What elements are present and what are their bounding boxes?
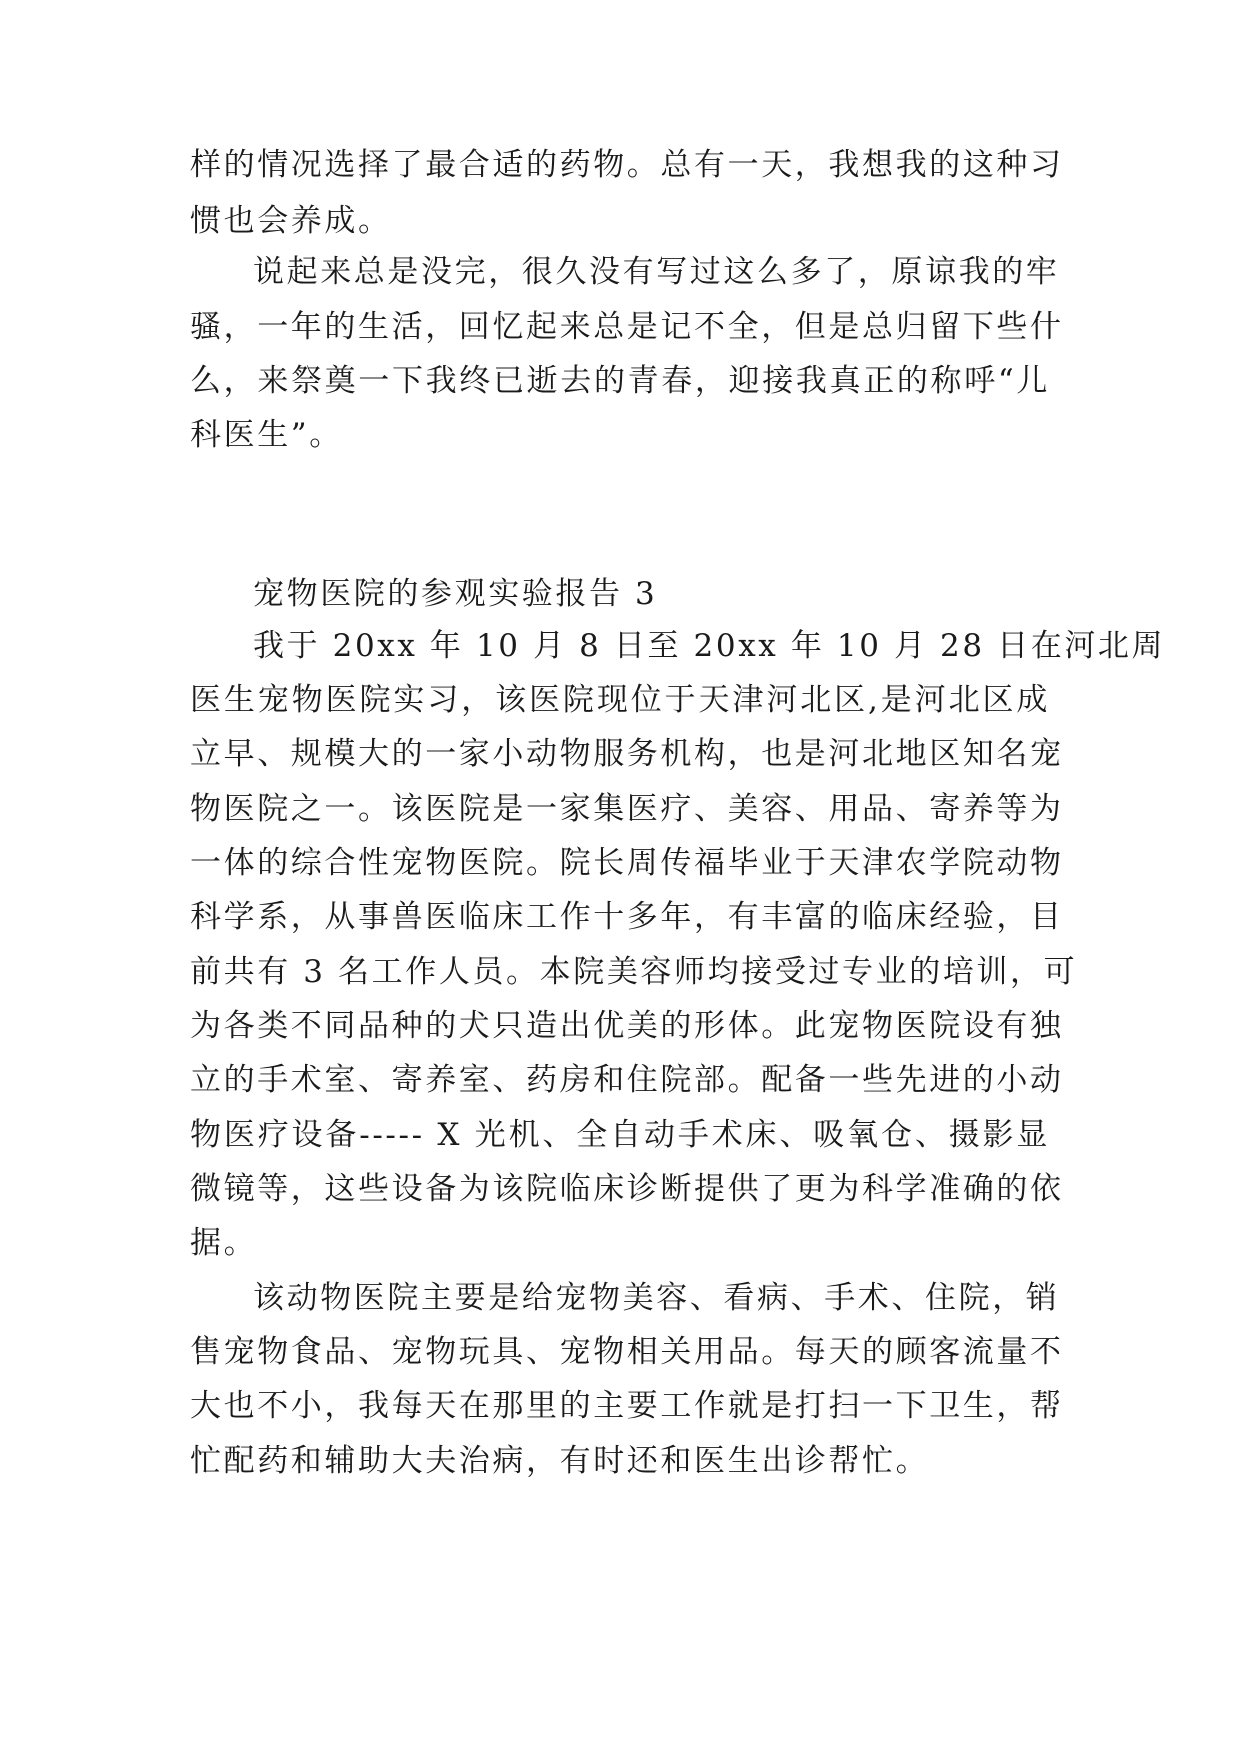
paragraph-line: 物医疗设备----- X 光机、全自动手术床、吸氧仓、摄影显 (190, 1117, 1050, 1153)
paragraph-line: 惯也会养成。 (190, 203, 392, 239)
paragraph-line: 样的情况选择了最合适的药物。总有一天，我想我的这种习 (190, 147, 1064, 183)
paragraph-line: 大也不小，我每天在那里的主要工作就是打扫一下卫生，帮 (190, 1388, 1064, 1424)
paragraph-line: 为各类不同品种的犬只造出优美的形体。此宠物医院设有独 (190, 1008, 1064, 1044)
paragraph-line: 据。 (190, 1225, 258, 1261)
paragraph-line: 么，来祭奠一下我终已逝去的青春，迎接我真正的称呼“儿 (190, 363, 1050, 399)
paragraph-line: 立早、规模大的一家小动物服务机构，也是河北地区知名宠 (190, 736, 1064, 772)
paragraph-line: 物医院之一。该医院是一家集医疗、美容、用品、寄养等为 (190, 791, 1064, 827)
paragraph-line: 忙配药和辅助大夫治病，有时还和医生出诊帮忙。 (190, 1443, 930, 1479)
paragraph-line: 微镜等，这些设备为该院临床诊断提供了更为科学准确的依 (190, 1171, 1064, 1207)
paragraph-line: 骚，一年的生活，回忆起来总是记不全，但是总归留下些什 (190, 309, 1064, 345)
paragraph-line: 科医生”。 (190, 417, 343, 453)
paragraph-line: 说起来总是没完，很久没有写过这么多了，原谅我的牢 (253, 254, 1060, 290)
paragraph-line: 前共有 3 名工作人员。本院美容师均接受过专业的培训，可 (190, 954, 1078, 990)
section-heading: 宠物医院的参观实验报告 3 (253, 576, 658, 612)
paragraph-line: 我于 20xx 年 10 月 8 日至 20xx 年 10 月 28 日在河北周 (253, 628, 1166, 664)
paragraph-line: 科学系，从事兽医临床工作十多年，有丰富的临床经验，目 (190, 899, 1064, 935)
paragraph-line: 该动物医院主要是给宠物美容、看病、手术、住院，销 (253, 1280, 1060, 1316)
paragraph-line: 售宠物食品、宠物玩具、宠物相关用品。每天的顾客流量不 (190, 1334, 1064, 1370)
paragraph-line: 医生宠物医院实习，该医院现位于天津河北区,是河北区成 (190, 682, 1050, 718)
paragraph-line: 一体的综合性宠物医院。院长周传福毕业于天津农学院动物 (190, 845, 1064, 881)
paragraph-line: 立的手术室、寄养室、药房和住院部。配备一些先进的小动 (190, 1062, 1064, 1098)
